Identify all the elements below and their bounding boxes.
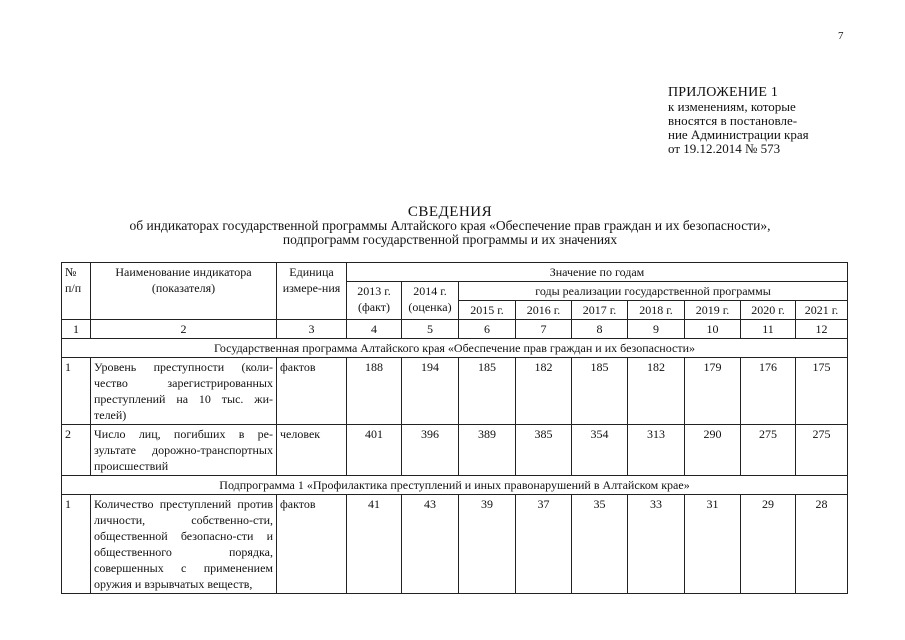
row-num: 2: [62, 425, 91, 476]
column-number: 5: [402, 320, 459, 339]
header-year: 2021 г.: [796, 301, 848, 320]
row-value: 185: [572, 358, 628, 425]
header-implementation-years: годы реализации государственной программы: [459, 282, 848, 301]
appendix-line: вносятся в постановле-: [668, 113, 798, 128]
row-value: 389: [459, 425, 516, 476]
row-unit: фактов: [277, 495, 347, 594]
row-value: 185: [459, 358, 516, 425]
row-value: 39: [459, 495, 516, 594]
column-number: 12: [796, 320, 848, 339]
row-value: 396: [402, 425, 459, 476]
row-value: 43: [402, 495, 459, 594]
header-year-2013-label: 2013 г.: [357, 284, 391, 298]
header-year: 2016 г.: [516, 301, 572, 320]
header-year-2013-note: (факт): [357, 300, 390, 314]
column-number-row: [62, 320, 848, 339]
header-row: [62, 263, 848, 282]
row-value: 194: [402, 358, 459, 425]
row-value: 35: [572, 495, 628, 594]
row-value: 33: [628, 495, 685, 594]
column-number: 10: [685, 320, 741, 339]
document-heading: [60, 205, 840, 247]
document-title: СВЕДЕНИЯ: [407, 204, 493, 220]
row-value: 188: [347, 358, 402, 425]
row-value: 401: [347, 425, 402, 476]
header-year-2013: [347, 282, 402, 320]
header-year: 2017 г.: [572, 301, 628, 320]
table-row: [62, 425, 848, 476]
header-year: 2015 г.: [459, 301, 516, 320]
row-value: 290: [685, 425, 741, 476]
row-value: 31: [685, 495, 741, 594]
row-value: 275: [796, 425, 848, 476]
column-number: 6: [459, 320, 516, 339]
appendix-line: к изменениям, которые: [668, 99, 796, 114]
appendix-line: ние Администрации края: [668, 127, 809, 142]
appendix-text: [668, 100, 844, 156]
header-year-2014-label: 2014 г.: [413, 284, 447, 298]
column-number: 7: [516, 320, 572, 339]
row-unit: фактов: [277, 358, 347, 425]
row-value: 182: [628, 358, 685, 425]
header-values-by-year: Значение по годам: [347, 263, 848, 282]
header-unit: Единица измере-ния: [277, 263, 347, 320]
column-number: 9: [628, 320, 685, 339]
indicators-table: [61, 262, 848, 594]
header-num: № п/п: [62, 263, 91, 320]
header-name: Наименование индикатора (показателя): [91, 263, 277, 320]
row-value: 354: [572, 425, 628, 476]
column-number: 11: [741, 320, 796, 339]
document-subtitle-line1: об индикаторах государственной программы Алтайского края «Обеспечение прав граждан и их безопасности»,: [129, 218, 771, 233]
row-unit: человек: [277, 425, 347, 476]
header-year: 2020 г.: [741, 301, 796, 320]
header-year-2014: [402, 282, 459, 320]
section-row: [62, 476, 848, 495]
row-num: 1: [62, 358, 91, 425]
table-row: [62, 358, 848, 425]
row-indicator-name: Число лиц, погибших в ре-зультате дорожно-транспортных происшествий: [91, 425, 277, 476]
row-value: 29: [741, 495, 796, 594]
column-number: 1: [62, 320, 91, 339]
section-title: Подпрограмма 1 «Профилактика преступлений и иных правонарушений в Алтайском крае»: [62, 476, 848, 495]
row-value: 176: [741, 358, 796, 425]
row-num: 1: [62, 495, 91, 594]
document-subtitle-line2: подпрограмм государственной программы и их значениях: [282, 232, 618, 247]
column-number: 2: [91, 320, 277, 339]
column-number: 4: [347, 320, 402, 339]
row-value: 179: [685, 358, 741, 425]
row-value: 275: [741, 425, 796, 476]
column-number: 8: [572, 320, 628, 339]
appendix-line: от 19.12.2014 № 573: [668, 141, 781, 156]
row-indicator-name: Уровень преступности (коли-чество зарегистрированных преступлений на 10 тыс. жи-телей): [91, 358, 277, 425]
section-row: [62, 339, 848, 358]
header-year: 2018 г.: [628, 301, 685, 320]
row-value: 28: [796, 495, 848, 594]
row-value: 175: [796, 358, 848, 425]
header-year: 2019 г.: [685, 301, 741, 320]
row-value: 37: [516, 495, 572, 594]
page-number: 7: [838, 30, 844, 42]
column-number: 3: [277, 320, 347, 339]
table-row: [62, 495, 848, 594]
appendix-block: [668, 86, 844, 156]
header-year-2014-note: (оценка): [408, 300, 452, 314]
row-indicator-name: Количество преступлений против личности, собственно-сти, общественной безопасно-сти и общественного порядка, совершенных с применением оружия и взрывчатых веществ,: [91, 495, 277, 594]
section-title: Государственная программа Алтайского края «Обеспечение прав граждан и их безопасности»: [62, 339, 848, 358]
row-value: 41: [347, 495, 402, 594]
row-value: 313: [628, 425, 685, 476]
row-value: 385: [516, 425, 572, 476]
appendix-title: ПРИЛОЖЕНИЕ 1: [668, 85, 779, 100]
row-value: 182: [516, 358, 572, 425]
